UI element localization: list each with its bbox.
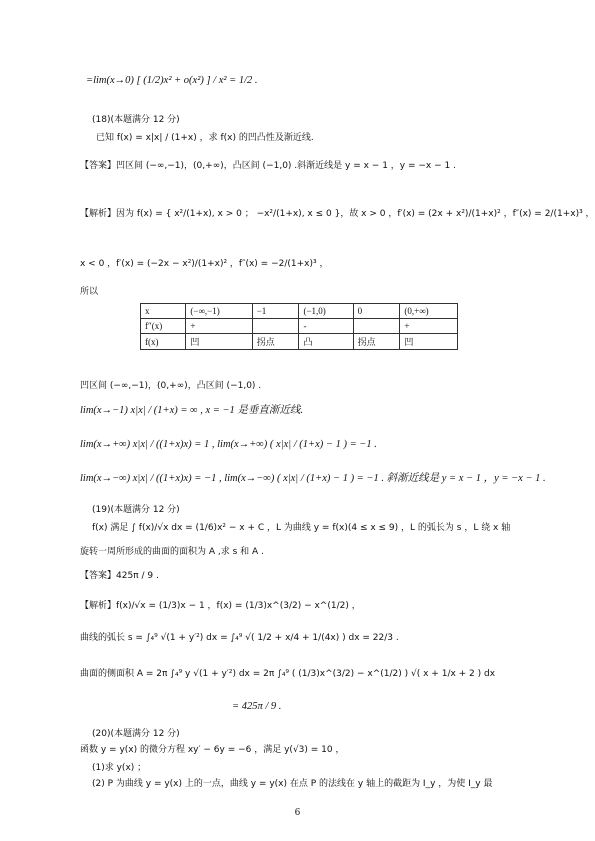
problem-19-analysis-1: 【解析】f(x)/√x = (1/3)x − 1 ，f(x) = (1/3)x^(3/2) − x^(1/2) ， [80, 601, 361, 611]
surface-area-line: 曲面的侧面积 A = 2π ∫₄⁹ y √(1 + y′²) dx = 2π ∫₄⁹ ( (1/3)x^(3/2) − x^(1/2) ) √( x + 1/x + 2 ) dx [80, 669, 496, 679]
problem-18-heading: (18)(本题满分 12 分) [92, 115, 180, 125]
table-cell: f″(x) [141, 319, 186, 334]
limit-result-line: =lim(x→0) [ (1/2)x² + o(x²) ] / x² = 1/2 . [86, 75, 258, 86]
table-cell: + [400, 319, 458, 334]
table-cell: f(x) [141, 334, 186, 350]
problem-19-statement-1: f(x) 满足 ∫ f(x)/√x dx = (1/6)x² − x + C ，L 为曲线 y = f(x)(4 ≤ x ≤ 9) ，L 的弧长为 s ，L 绕 x 轴 [92, 523, 511, 533]
limit-plus-infinity-line: lim(x→+∞) x|x| / ((1+x)x) = 1 , lim(x→+∞) ( x|x| / (1+x) − 1 ) = −1 . [80, 439, 377, 450]
table-cell: 凹 [400, 334, 458, 350]
problem-20-heading: (20)(本题满分 12 分) [92, 729, 180, 739]
problem-18-analysis-1: 【解析】因为 f(x) = { x²/(1+x), x > 0 ； −x²/(1+x), x ≤ 0 }，故 x > 0 ，f′(x) = (2x + x²)/(1+x)² ，f″(x) = 2/(1+x)³ ， [80, 209, 595, 219]
problem-19-heading: (19)(本题满分 12 分) [92, 505, 180, 515]
table-cell [252, 319, 299, 334]
table-row [141, 334, 458, 350]
problem-19-statement-2: 旋转一周所形成的曲面的面积为 A ,求 s 和 A . [80, 547, 264, 557]
table-cell: 0 [353, 304, 400, 319]
table-cell: (0,+∞) [400, 304, 458, 319]
problem-18-analysis-2: x < 0 ，f′(x) = (−2x − x²)/(1+x)² ，f″(x) = −2/(1+x)³ ， [80, 259, 329, 269]
table-cell: −1 [252, 304, 299, 319]
surface-area-result: = 425π / 9 . [232, 701, 282, 712]
table-cell: 凹 [186, 334, 252, 350]
page-number: 6 [294, 808, 301, 818]
so-label: 所以 [80, 287, 99, 297]
problem-20-part-1: (1)求 y(x) ； [92, 763, 147, 773]
problem-19-answer: 【答案】425π / 9 . [80, 571, 159, 581]
problem-18-statement: 已知 f(x) = x|x| / (1+x) ，求 f(x) 的凹凸性及渐近线. [96, 133, 314, 143]
problem-20-statement: 函数 y = y(x) 的微分方程 xy′ − 6y = −6 ，满足 y(√3) = 10 ， [80, 745, 345, 755]
arc-length-line: 曲线的弧长 s = ∫₄⁹ √(1 + y′²) dx = ∫₄⁹ √( 1/2 + x/4 + 1/(4x) ) dx = 22/3 . [80, 633, 399, 643]
table-cell [353, 319, 400, 334]
table-row [141, 319, 458, 334]
vertical-asymptote-line: lim(x→−1) x|x| / (1+x) = ∞ , x = −1 是垂直渐近线. [80, 405, 304, 416]
table-cell: x [141, 304, 186, 319]
table-cell: - [299, 319, 353, 334]
table-cell: (−1,0) [299, 304, 353, 319]
table-row [141, 304, 458, 319]
table-cell: 拐点 [252, 334, 299, 350]
table-cell: 拐点 [353, 334, 400, 350]
sign-table [140, 303, 458, 350]
problem-18-answer: 【答案】凹区间 (−∞,−1)，(0,+∞)，凸区间 (−1,0) .斜渐近线是 y = x − 1 ，y = −x − 1 . [80, 161, 456, 171]
concavity-summary: 凹区间 (−∞,−1)，(0,+∞)，凸区间 (−1,0) . [80, 381, 262, 391]
problem-20-part-2: (2) P 为曲线 y = y(x) 上的一点，曲线 y = y(x) 在点 P 的法线在 y 轴上的截距为 I_y ，为使 I_y 最 [92, 779, 493, 789]
table-cell: (−∞,−1) [186, 304, 252, 319]
table-cell: + [186, 319, 252, 334]
limit-minus-infinity-line: lim(x→−∞) x|x| / ((1+x)x) = −1 , lim(x→−∞) ( x|x| / (1+x) − 1 ) = −1 . 斜渐近线是 y = x − 1 ，y = −x − 1 . [80, 473, 546, 484]
table-cell: 凸 [299, 334, 353, 350]
